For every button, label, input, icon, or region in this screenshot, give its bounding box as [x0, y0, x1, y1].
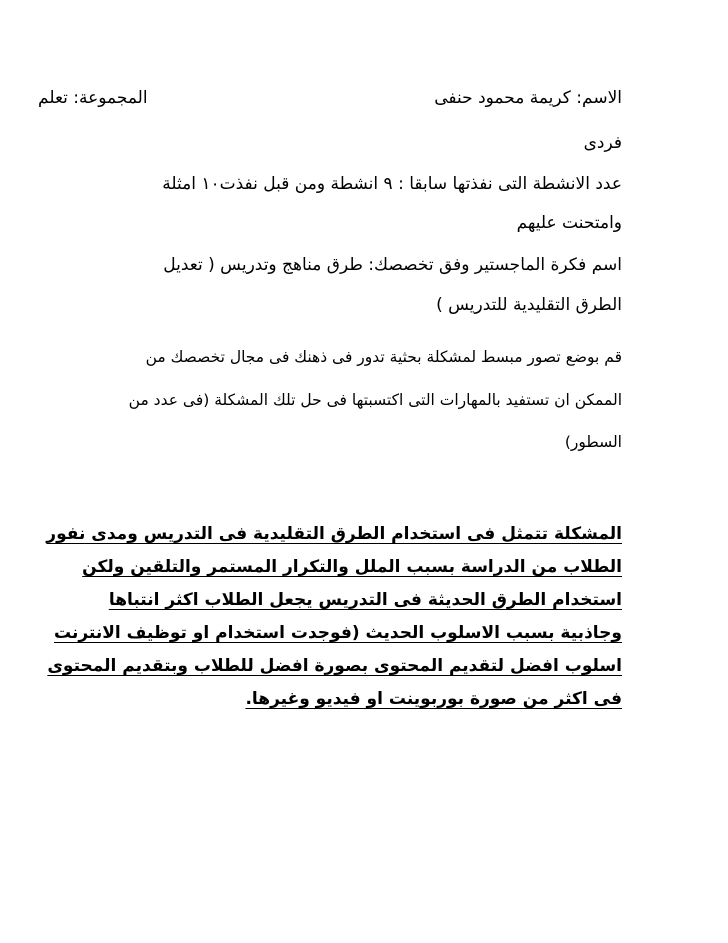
activities-count: عدد الانشطة التى نفذتها سابقا : ٩ انشطة ومن قبل نفذت١٠ امثلة: [162, 174, 622, 194]
answer-line-1: المشكلة تتمثل فى استخدام الطرق التقليدية فى التدريس ومدى نفور: [46, 524, 622, 544]
answer-line-3: استخدام الطرق الحديثة فى التدريس يجعل الطلاب اكثر انتباها: [108, 590, 622, 610]
prompt-line-1: قم بوضع تصور مبسط لمشكلة بحثية تدور فى ذهنك فى مجال تخصصك من: [145, 348, 622, 366]
answer-line-5: اسلوب افضل لتقديم المحتوى بصورة افضل للطلاب وبتقديم المحتوى: [47, 656, 622, 676]
answer-line-2: الطلاب من الدراسة بسبب الملل والتكرار المستمر والتلقين ولكن: [82, 557, 622, 577]
answer-line-6: فى اكثر من صورة بوربوينت او فيديو وغيرها.: [245, 689, 622, 709]
group-label: المجموعة: تعلم: [38, 88, 148, 108]
group-label-continuation: فردى: [583, 133, 622, 153]
thesis-title: اسم فكرة الماجستير وفق تخصصك: طرق مناهج وتدريس ( تعديل: [163, 255, 622, 275]
answer-line-4: وجاذبية بسبب الاسلوب الحديث (فوجدت استخدام او توظيف الانترنت: [53, 623, 622, 643]
prompt-line-3: السطور): [564, 433, 622, 451]
thesis-title-continuation: الطرق التقليدية للتدريس ): [436, 295, 622, 315]
student-name: الاسم: كريمة محمود حنفى: [434, 88, 622, 108]
prompt-line-2: الممكن ان تستفيد بالمهارات التى اكتسبتها فى حل تلك المشكلة (فى عدد من: [128, 391, 622, 409]
activities-count-continuation: وامتحنت عليهم: [516, 213, 622, 233]
